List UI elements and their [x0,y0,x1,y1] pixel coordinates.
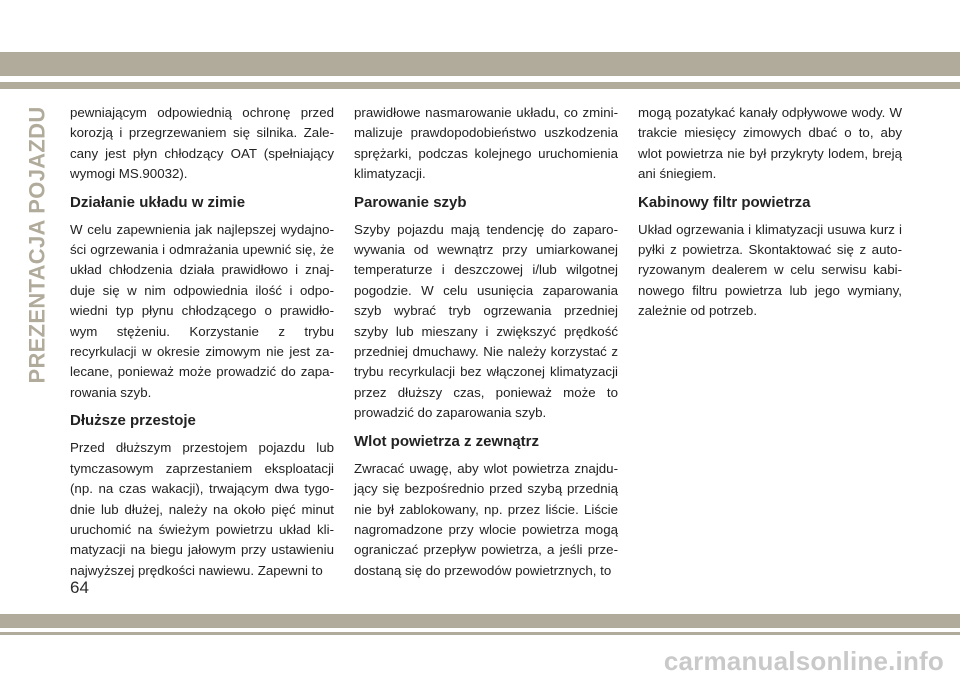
text-column-2 [354,103,618,581]
heading-cabin-air-filter: Kabinowy filtr powietrza [638,193,811,211]
header-band [0,52,960,76]
paragraph-continued: mogą pozatykać kanały odpływowe wody. W trakcie miesięcy zimowych dbać o to, aby wlot powietrza nie był przykryty lodem, breją ani śniegiem. [638,105,902,182]
heading-long-storage: Dłuższe przestoje [70,412,196,430]
page-number: 64 [70,578,89,597]
paragraph-cabin-air-filter: Układ ogrzewania i klimatyzacji usuwa kurz i pyłki z powietrza. Skontaktować się z autoryzowanym dealerem w celu serwisu kabinowego filtru powietrza lub jego wymiany, zależnie od potrzeb. [638,221,902,319]
header-rule [0,82,960,89]
heading-winter-operation: Działanie układu w zimie [70,193,246,211]
top-margin [0,0,960,52]
text-column-1 [70,103,334,581]
paragraph-continued: prawidłowe nasmarowanie układu, co zminimalizuje prawdopodobieństwo uszkodzenia sprężarki, podczas kolejnego uruchomienia klimatyzacji. [354,105,618,182]
paragraph-window-fogging: Szyby pojazdu mają tendencję do zaparowywania od wewnątrz przy umiarkowanej temperaturze i deszczowej i/lub wilgotnej pogodzie. W celu usunięcia zaparowania szyb wybrać tryb ogrzewania przedniej szyby lub mieszany i zwiększyć prędkość przedniej dmuchawy. Nie należy korzystać z trybu recyrkulacji bez włączonej klimatyzacji przez dłuższy czas, ponieważ może to prowadzić do zaparowania szyb. [354,221,618,421]
footer-band [0,614,960,628]
section-tab [24,104,52,386]
paragraph-continued: pewniającym odpowiednią ochronę przed korozją i przegrzewaniem się silnika. Zalecany jest płyn chłodzący OAT (spełniający wymogi MS.90032). [70,105,334,182]
section-label: PREZENTACJA POJAZDU [25,106,50,384]
heading-outside-air-intake: Wlot powietrza z zewnątrz [354,432,540,450]
footer-rule [0,632,960,635]
paragraph-long-storage: Przed dłuższym przestojem pojazdu lub tymczasowym zaprzestaniem eksploatacji (np. na czas wakacji), trwającym dwa tygodnie lub dłużej, należy na około pięć minut uruchomić na świeżym powietrzu układ klimatyzacji na biegu jałowym przy ustawieniu najwyższej prędkości nawiewu. Zapewni to [70,440,334,578]
text-column-3 [638,103,902,322]
heading-window-fogging: Parowanie szyb [354,193,467,211]
paragraph-outside-air-intake: Zwracać uwagę, aby wlot powietrza znajdujący się bezpośrednio przed szybą przednią nie był zablokowany, np. przez liście. Liście nagromadzone przy wlocie powietrza mogą ograniczać przepływ powietrza, a jeśli przedostaną się do przewodów powietrznych, to [354,460,618,578]
watermark: carmanualsonline.info [663,646,944,676]
paragraph-winter-operation: W celu zapewnienia jak najlepszej wydajności ogrzewania i odmrażania upewnić się, że układ chłodzenia działa prawidłowo i znajduje się w nim odpowiednia ilość i odpowiedni typ płynu chłodzącego o prawidłowym stężeniu. Korzystanie z trybu recyrkulacji w okresie zimowym nie jest zalecane, ponieważ może prowadzić do zaparowania szyb. [70,221,334,400]
